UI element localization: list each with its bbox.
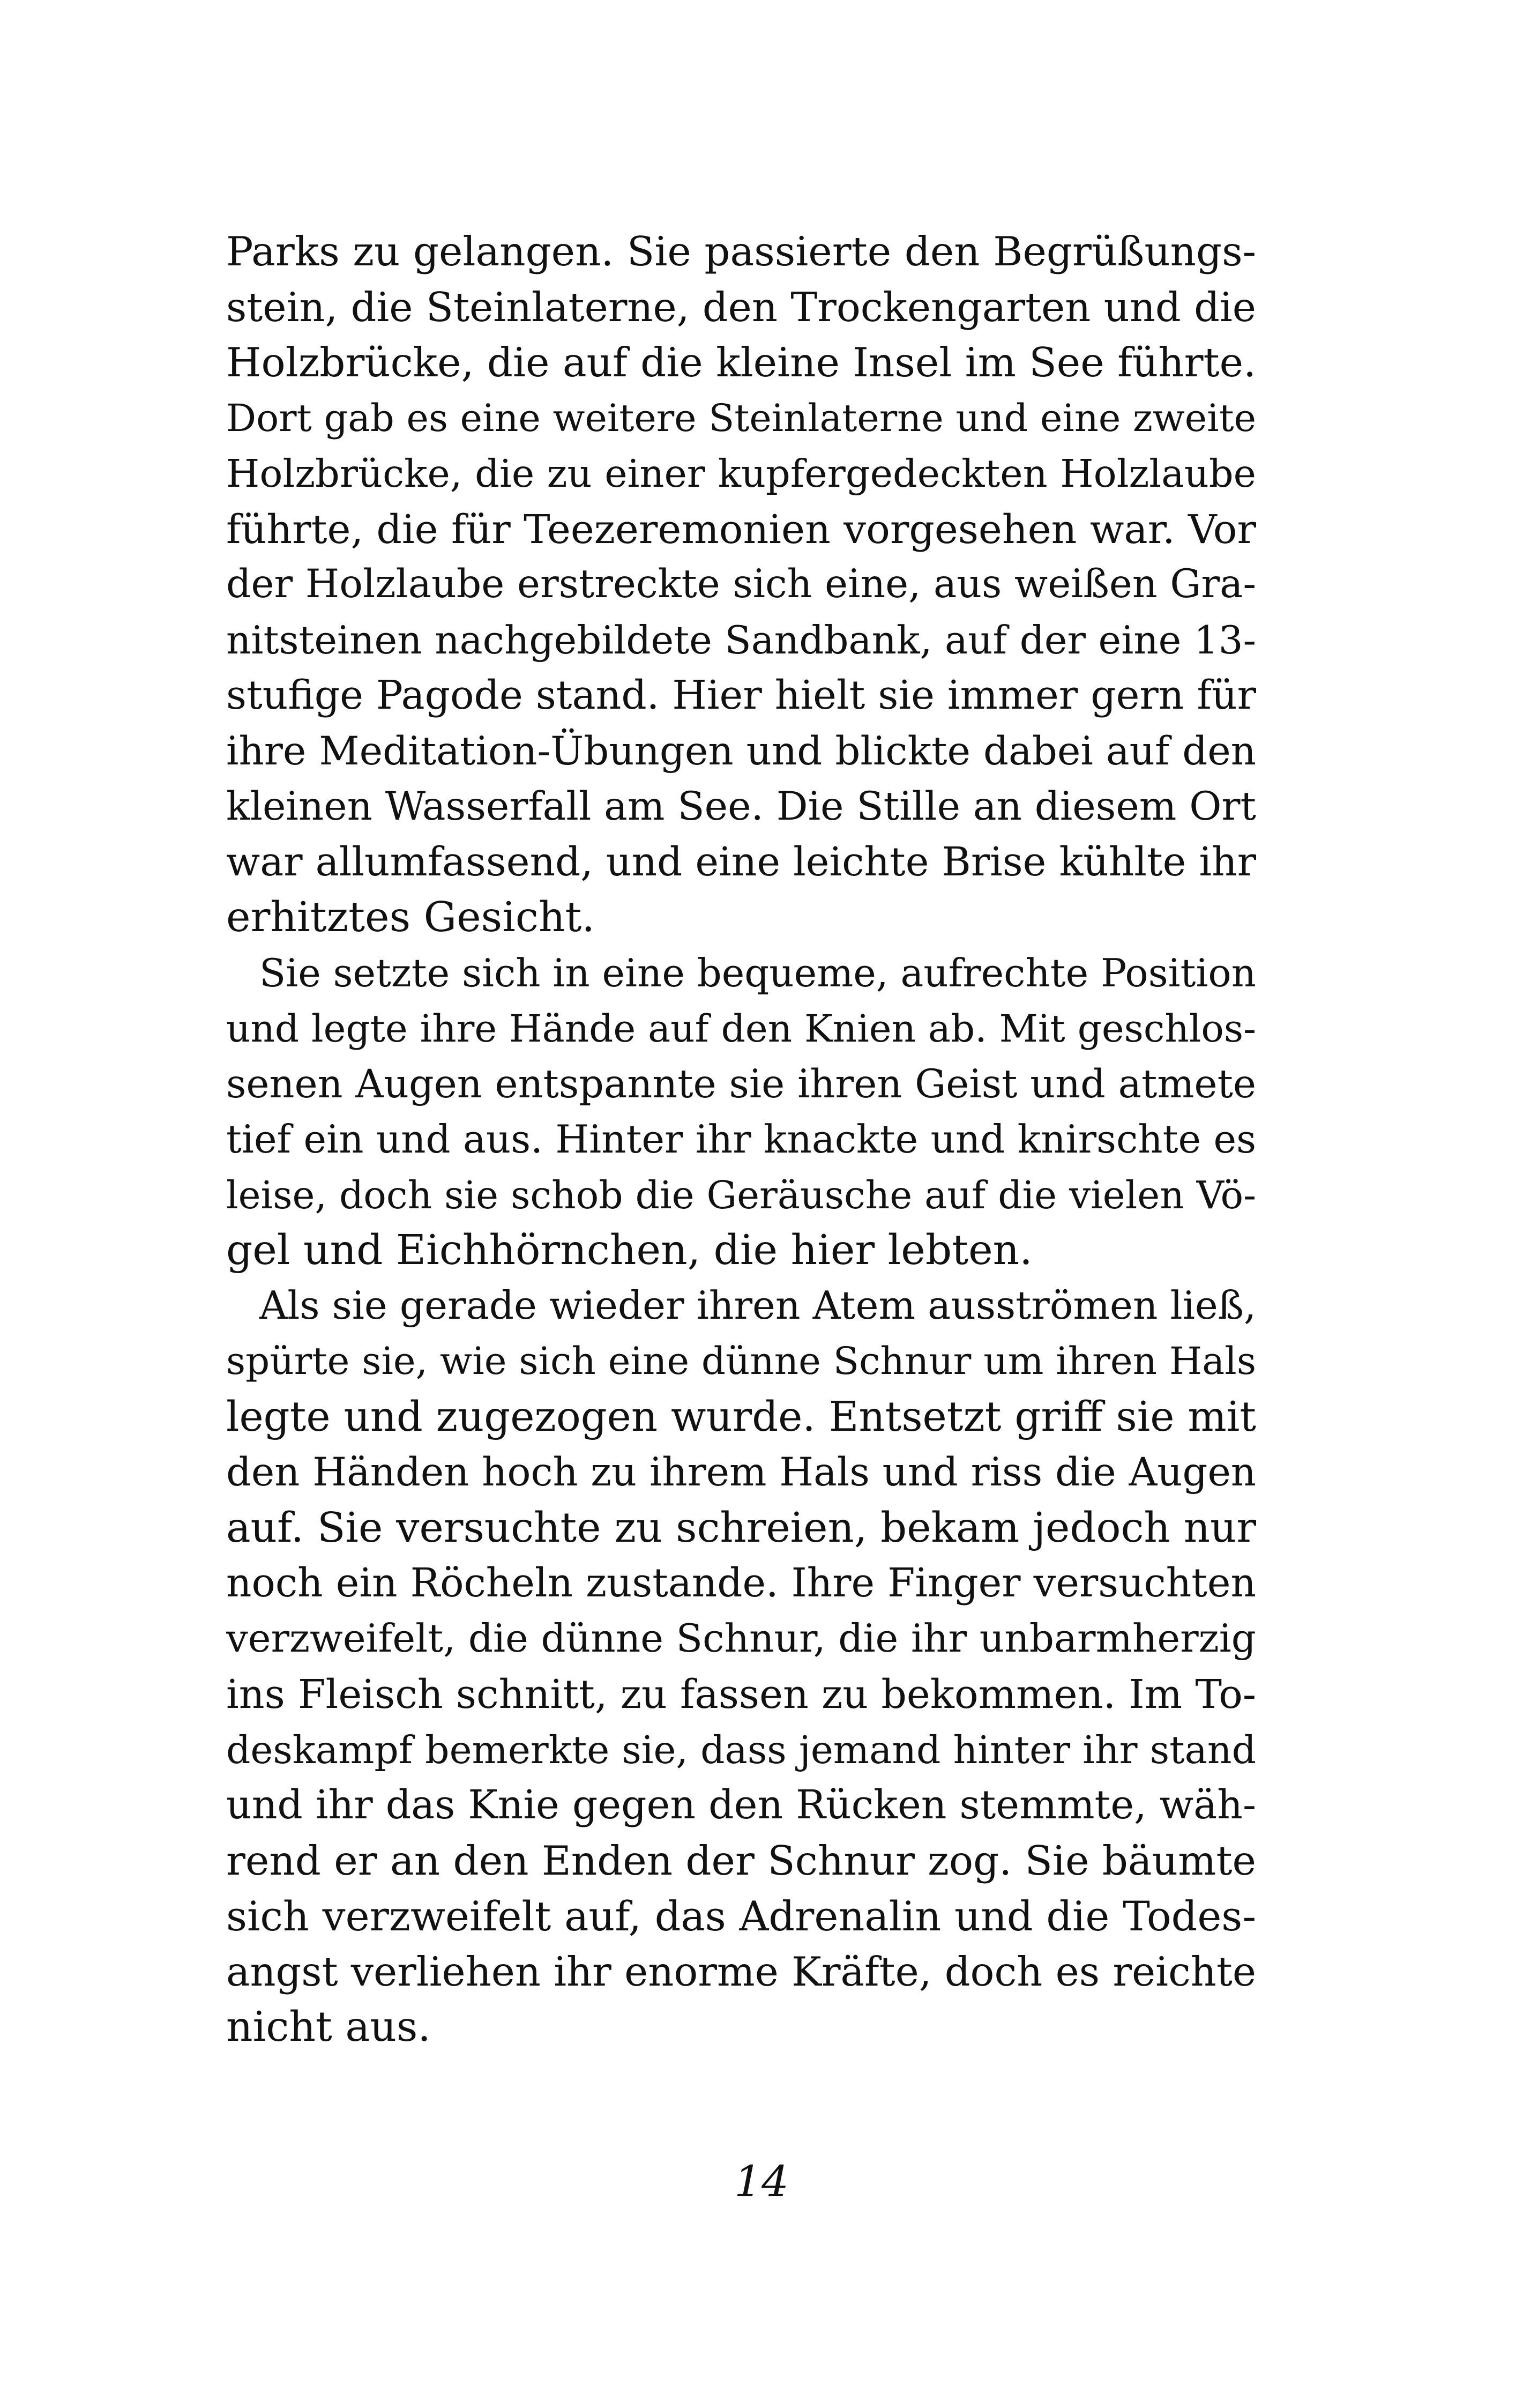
- paragraph: [226, 946, 1256, 1279]
- text-line: nitsteinen nachgebildete Sandbank, auf der eine 13-: [226, 617, 1256, 663]
- text-line: ihre Meditation-Übungen und blickte dabei auf den: [226, 728, 1256, 774]
- text-line: Dort gab es eine weitere Steinlaterne und eine zweite: [226, 396, 1256, 440]
- text-line: kleinen Wasserfall am See. Die Stille an diesem Ort: [226, 784, 1256, 829]
- text-line: spürte sie, wie sich eine dünne Schnur um ihren Hals: [226, 1339, 1256, 1383]
- text-line: ins Fleisch schnitt, zu fassen zu bekommen. Im To-: [226, 1671, 1256, 1718]
- text-line: legte und zugezogen wurde. Entsetzt griff sie mit: [226, 1393, 1256, 1441]
- body-text: [226, 224, 1256, 2055]
- text-line: Als sie gerade wieder ihren Atem ausströmen ließ,: [259, 1283, 1256, 1328]
- text-line: war allumfassend, und eine leichte Brise kühlte ihr: [226, 838, 1256, 885]
- text-line: verzweifelt, die dünne Schnur, die ihr unbarmherzig: [226, 1616, 1256, 1661]
- text-line: und ihr das Knie gegen den Rücken stemmte, wäh-: [226, 1782, 1256, 1828]
- text-line: führte, die für Teezeremonien vorgesehen war. Vor: [226, 506, 1256, 553]
- text-line: den Händen hoch zu ihrem Hals und riss die Augen: [226, 1450, 1256, 1495]
- text-line: stufige Pagode stand. Hier hielt sie immer gern für: [226, 672, 1256, 718]
- text-line: rend er an den Enden der Schnur zog. Sie bäumte: [226, 1837, 1256, 1884]
- paragraph: [226, 1279, 1256, 2055]
- text-line: deskampf bemerkte sie, dass jemand hinter ihr stand: [226, 1727, 1256, 1772]
- page-number: 14: [734, 2157, 789, 2206]
- text-line: gel und Eichhörnchen, die hier lebten.: [226, 1227, 1033, 1274]
- text-line: stein, die Steinlaterne, den Trockengarten und die: [226, 284, 1256, 331]
- text-line: Holzbrücke, die auf die kleine Insel im See führte.: [226, 339, 1256, 386]
- text-line: noch ein Röcheln zustande. Ihre Finger versuchten: [226, 1560, 1256, 1606]
- text-line: erhitztes Gesicht.: [226, 894, 595, 941]
- text-line: nicht aus.: [226, 2003, 431, 2051]
- text-line: Sie setzte sich in eine bequeme, aufrechte Position: [259, 950, 1256, 995]
- text-line: der Holzlaube erstreckte sich eine, aus weißen Gra-: [226, 562, 1256, 607]
- text-line: und legte ihre Hände auf den Knien ab. Mit geschlos-: [226, 1006, 1256, 1051]
- text-line: auf. Sie versuchte zu schreien, bekam jedoch nur: [226, 1504, 1256, 1552]
- text-line: senen Augen entspannte sie ihren Geist und atmete: [226, 1061, 1256, 1107]
- text-line: sich verzweifelt auf, das Adrenalin und die Todes-: [226, 1892, 1256, 1940]
- text-line: tief ein und aus. Hinter ihr knackte und knirschte es: [226, 1117, 1256, 1162]
- text-line: angst verliehen ihr enorme Kräfte, doch es reichte: [226, 1948, 1256, 1995]
- paragraph: [226, 224, 1256, 946]
- text-line: leise, doch sie schob die Geräusche auf die vielen Vö-: [226, 1172, 1256, 1217]
- text-line: Holzbrücke, die zu einer kupfergedeckten Holzlaube: [226, 451, 1256, 496]
- text-line: Parks zu gelangen. Sie passierte den Begrüßungs-: [226, 228, 1256, 275]
